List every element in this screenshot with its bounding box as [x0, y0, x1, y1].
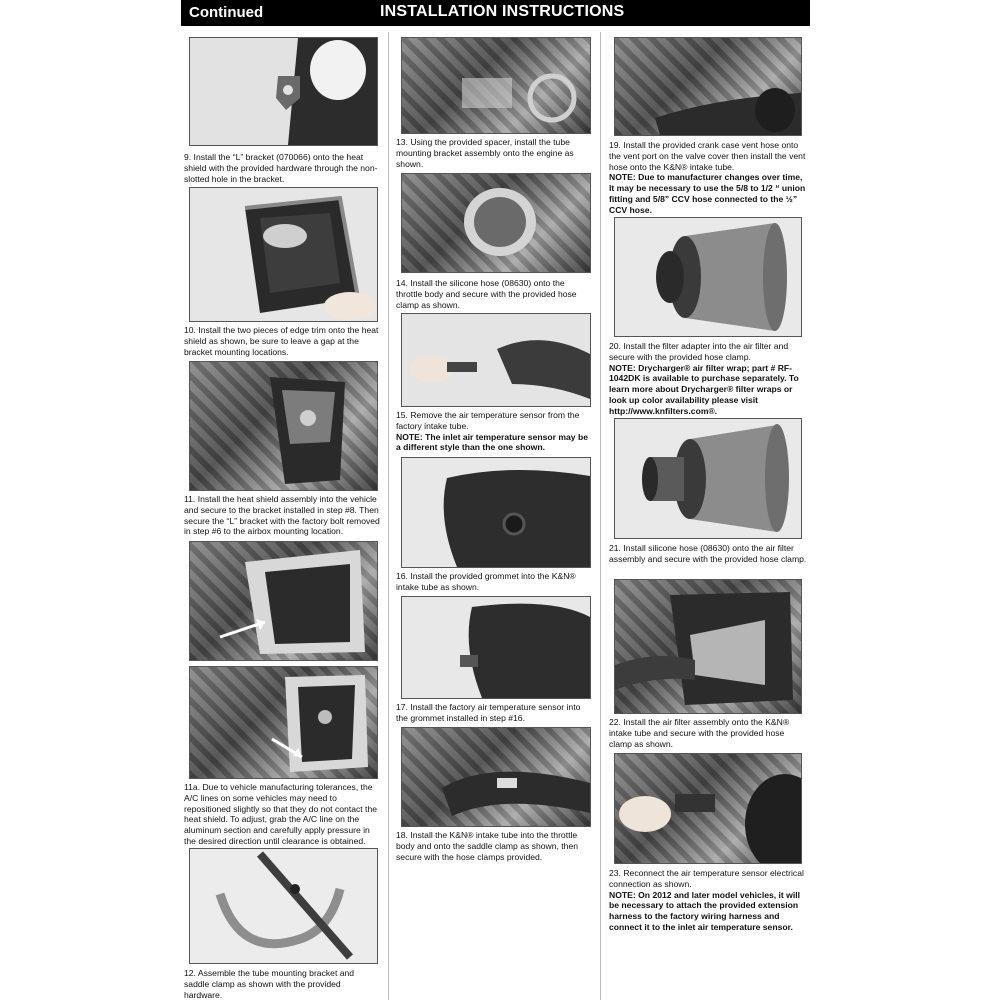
- step-12-photo: [189, 848, 378, 964]
- step-11-caption: 11. Install the heat shield assembly into the vehicle and secure to the bracket installed in step #8. Then secure the “L” bracket with the factory bolt removed in step #6 to the airbox mounting location.: [184, 494, 380, 537]
- step-22-caption: 22. Install the air filter assembly onto the K&N® intake tube and secure with the provided hose clamp as shown.: [609, 717, 790, 749]
- step-23-note: NOTE: On 2012 and later model vehicles, it will be necessary to attach the provided extension harness to the factory wiring harness and connect it to the inlet air temperature sensor.: [609, 889, 801, 932]
- step-19-text: 19. Install the provided crank case vent hose onto the vent port on the valve cover then install the vent hose onto the K&N® intake tube.: [609, 140, 806, 172]
- step-20-note: NOTE: Drycharger® air filter wrap; part # RF-1042DK is available to purchase separately. To learn more about Drycharger® filter wraps or look up color availability please visit http://www.knfilters.com®.: [609, 362, 799, 416]
- step-11a-photo-2: [189, 666, 378, 779]
- step-10-caption: 10. Install the two pieces of edge trim onto the heat shield as shown, be sure to leave a gap at the bracket mounting locations.: [184, 325, 379, 357]
- step-13-caption: 13. Using the provided spacer, install the tube mounting bracket assembly onto the engine as shown.: [396, 137, 574, 169]
- step-23-caption: [609, 868, 807, 933]
- step-10-photo: [189, 187, 378, 322]
- step-23-text: 23. Reconnect the air temperature sensor electrical connection as shown.: [609, 868, 804, 889]
- step-20-caption: [609, 341, 807, 417]
- step-23-photo: [614, 753, 802, 864]
- page-title: INSTALLATION INSTRUCTIONS: [380, 3, 625, 20]
- step-14-photo: [401, 173, 591, 273]
- step-16-photo: [401, 457, 591, 568]
- step-22-photo: [614, 579, 802, 714]
- step-13-photo: [401, 37, 591, 134]
- step-18-photo: [401, 727, 591, 827]
- step-11a-photo-1: [189, 541, 378, 661]
- step-9-photo: [189, 37, 378, 146]
- step-15-photo: [401, 313, 591, 407]
- step-21-photo: [614, 418, 802, 539]
- step-9-caption: 9. Install the “L” bracket (070066) onto the heat shield with the provided hardware through the non-slotted hole in the bracket.: [184, 152, 378, 184]
- step-16-caption: 16. Install the provided grommet into the K&N® intake tube as shown.: [396, 571, 576, 592]
- step-19-photo: [614, 37, 802, 136]
- step-20-photo: [614, 217, 802, 337]
- step-20-text: 20. Install the filter adapter into the air filter and secure with the provided hose clamp.: [609, 341, 789, 362]
- continued-label: Continued: [189, 4, 264, 21]
- step-17-photo: [401, 596, 591, 699]
- step-15-note: NOTE: The inlet air temperature sensor may be a different style than the one shown.: [396, 431, 588, 453]
- step-11a-caption: 11a. Due to vehicle manufacturing tolerances, the A/C lines on some vehicles may need to repositioned slightly so that they do not contact the heat shield. To adjust, grab the A/C line on the aluminum section and carefully apply pressure in the desired direction until clearance is obtained.: [184, 782, 378, 846]
- step-19-caption: [609, 140, 807, 216]
- column-divider-1: [388, 32, 389, 1000]
- step-15-caption: [396, 410, 592, 453]
- column-divider-2: [600, 32, 601, 1000]
- step-17-caption: 17. Install the factory air temperature sensor into the grommet installed in step #16.: [396, 702, 581, 723]
- step-12-caption: 12. Assemble the tube mounting bracket and saddle clamp as shown with the provided hardware.: [184, 968, 355, 1000]
- step-21-caption: 21. Install silicone hose (08630) onto the air filter assembly and secure with the provided hose clamp.: [609, 543, 807, 564]
- step-14-caption: 14. Install the silicone hose (08630) onto the throttle body and secure with the provided hose clamp as shown.: [396, 278, 577, 310]
- header-bar: [181, 0, 810, 26]
- step-15-text: 15. Remove the air temperature sensor from the factory intake tube.: [396, 410, 580, 431]
- step-19-note: NOTE: Due to manufacturer changes over time, It may be necessary to use the 5/8 to 1/2 “ union fitting and 5/8” CCV hose connected to the ½” CCV hose.: [609, 172, 806, 215]
- step-18-caption: 18. Install the K&N® intake tube into the throttle body and onto the saddle clamp as shown, then secure with the hose clamps provided.: [396, 830, 579, 862]
- step-11-photo: [189, 361, 378, 491]
